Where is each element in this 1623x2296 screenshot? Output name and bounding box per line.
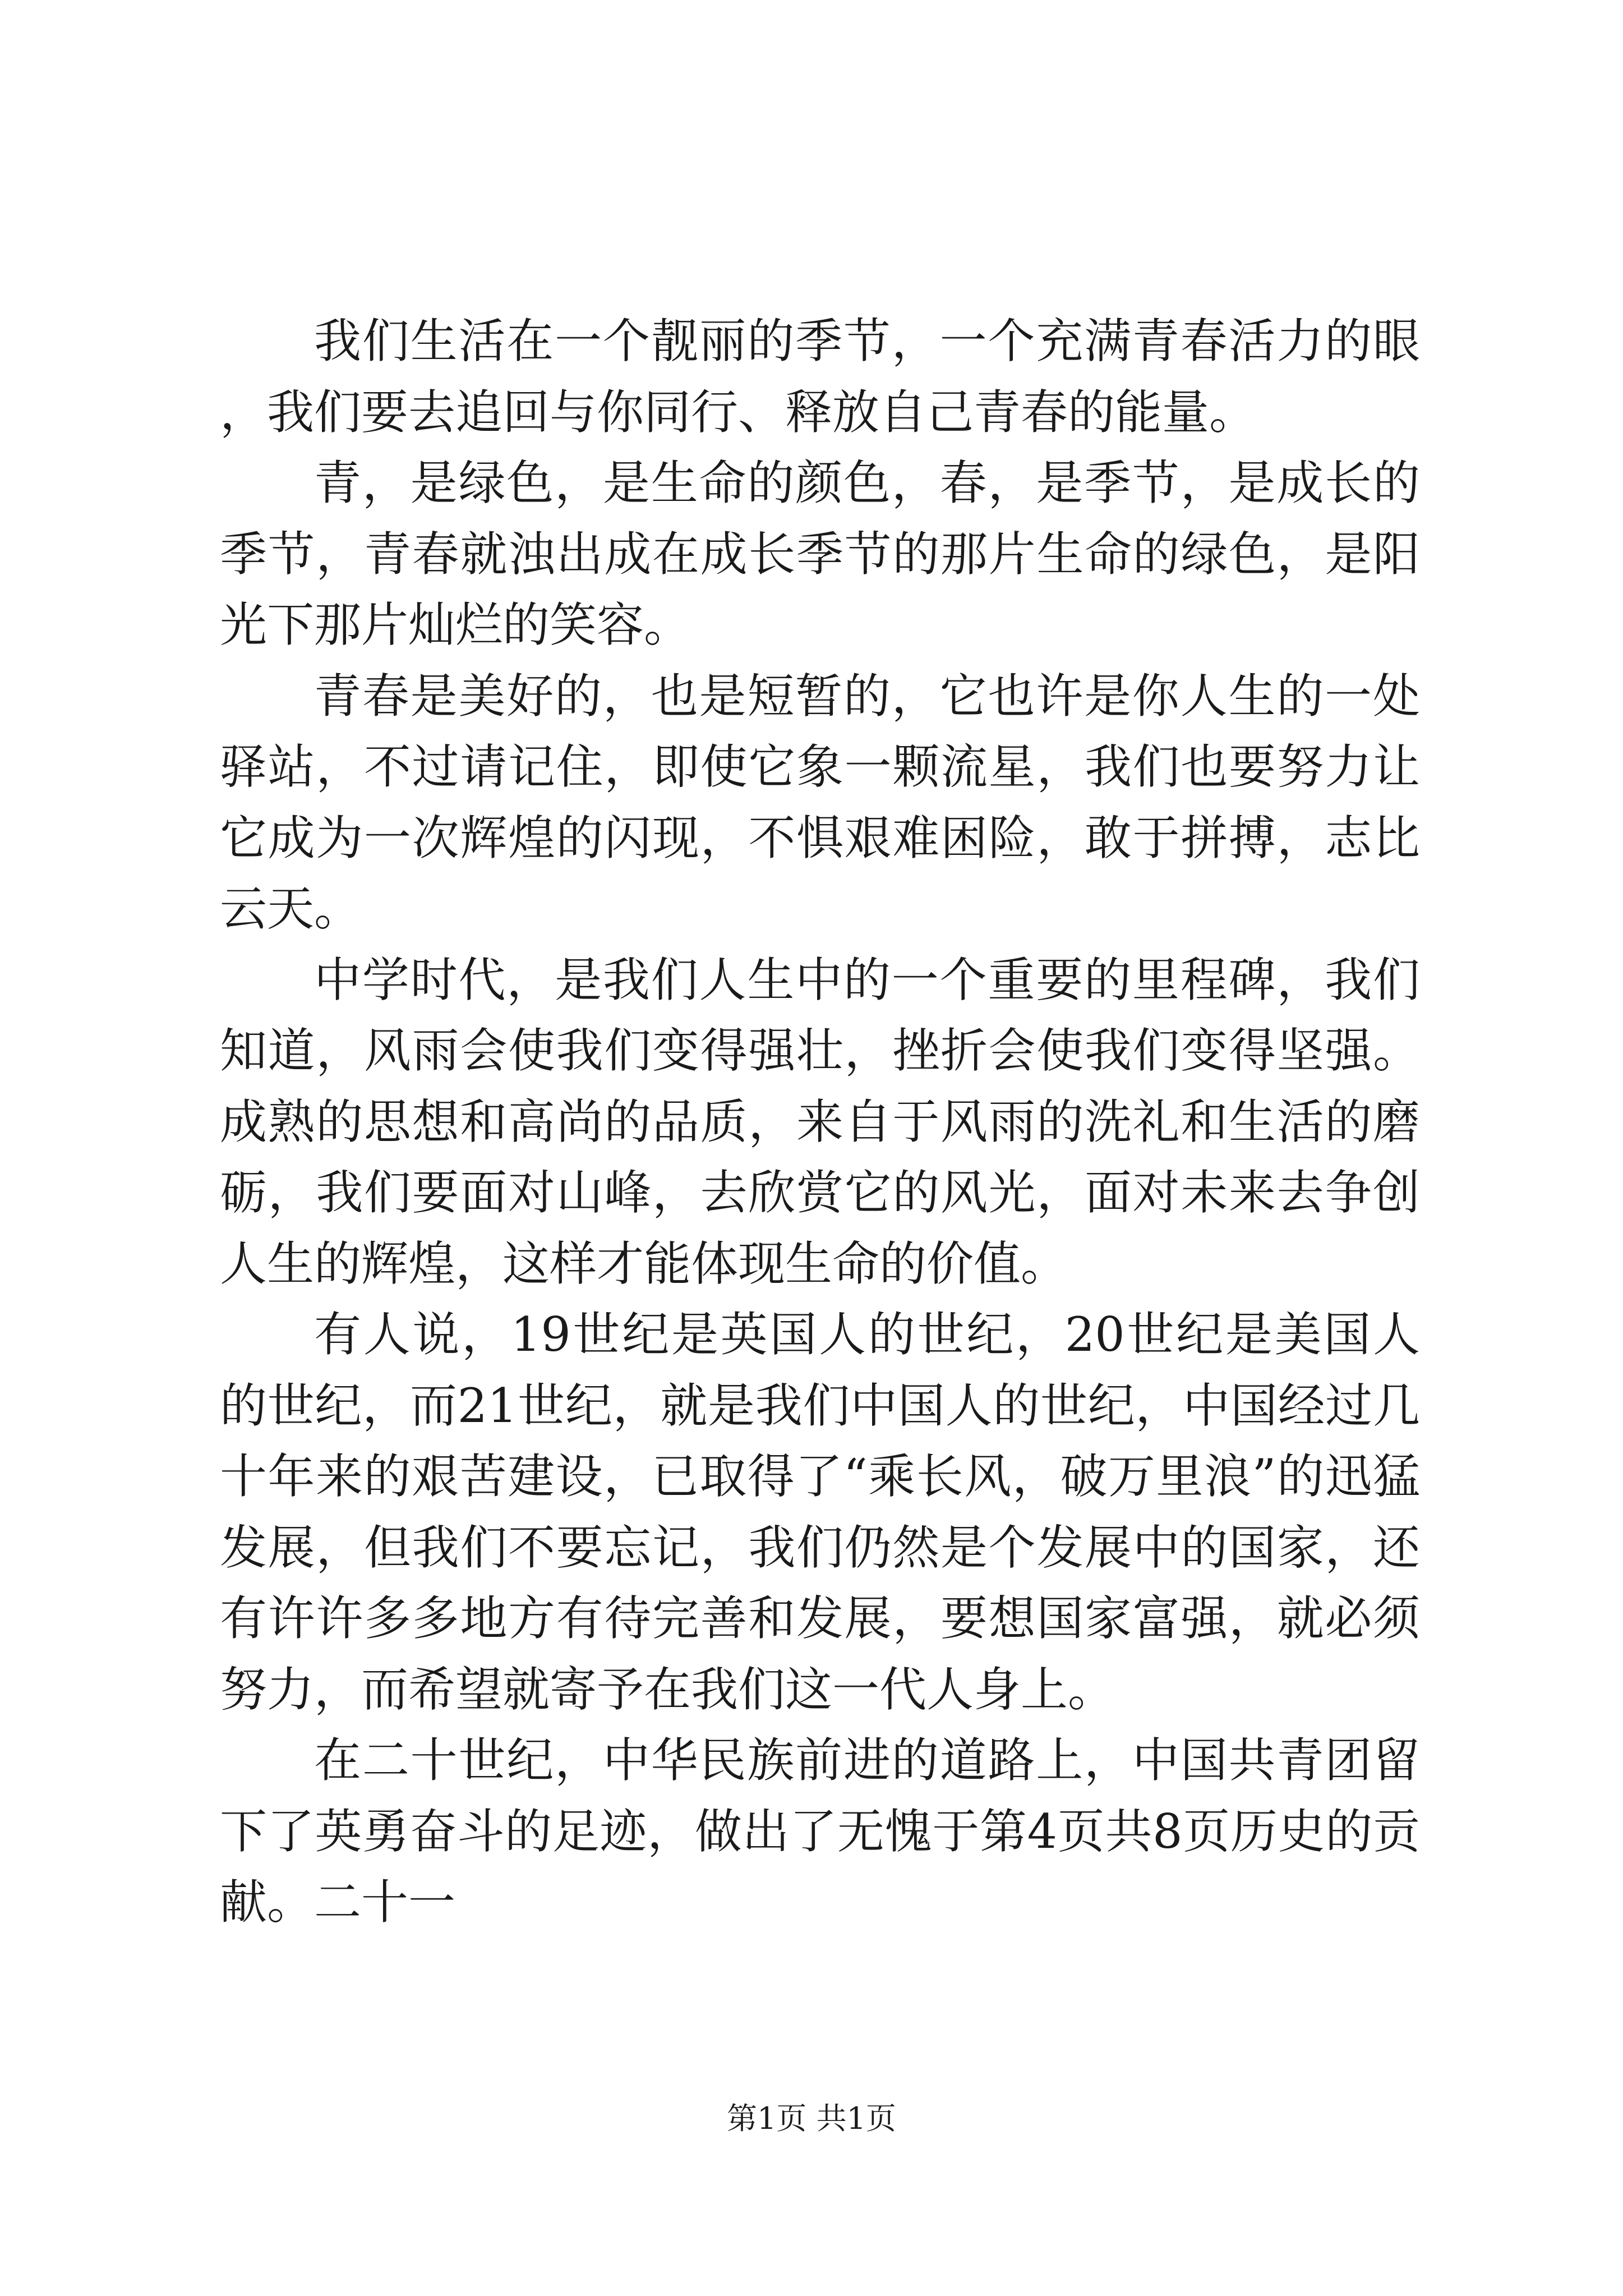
page-footer: 第1页 共1页 (727, 2101, 896, 2136)
document-body (220, 306, 1420, 1938)
paragraph-6: 在二十世纪，中华民族前进的道路上，中国共青团留下了英勇奋斗的足迹，做出了无愧于第4页共8页历史的贡献。二十一 (220, 1733, 1420, 1930)
paragraph-3: 青春是美好的，也是短暂的，它也许是你人生的一处驿站，不过请记住，即使它象一颗流星，我们也要努力让它成为一次辉煌的闪现，不惧艰难困险，敢于拼搏，志比云天。 (220, 668, 1420, 936)
paragraph-1: 我们生活在一个靓丽的季节，一个充满青春活力的眼，我们要去追回与你同行、释放自己青春的能量。 (220, 314, 1420, 440)
paragraph-5: 有人说，19世纪是英国人的世纪，20世纪是美国人的世纪，而21世纪，就是我们中国人的世纪，中国经过几十年来的艰苦建设，已取得了“乘长风，破万里浪”的迅猛发展，但我们不要忘记，我们仍然是个发展中的国家，还有许许多多地方有待完善和发展，要想国家富强，就必须努力，而希望就寄予在我们这一代人身上。 (220, 1307, 1420, 1717)
paragraph-2: 青，是绿色，是生命的颜色，春，是季节，是成长的季节，青春就浊出成在成长季节的那片生命的绿色，是阳光下那片灿烂的笑容。 (220, 455, 1420, 652)
paragraph-4: 中学时代，是我们人生中的一个重要的里程碑，我们知道，风雨会使我们变得强壮，挫折会使我们变得坚强。成熟的思想和高尚的品质，来自于风雨的洗礼和生活的磨砺，我们要面对山峰，去欣赏它的风光，面对未来去争创人生的辉煌，这样才能体现生命的价值。 (220, 952, 1420, 1291)
